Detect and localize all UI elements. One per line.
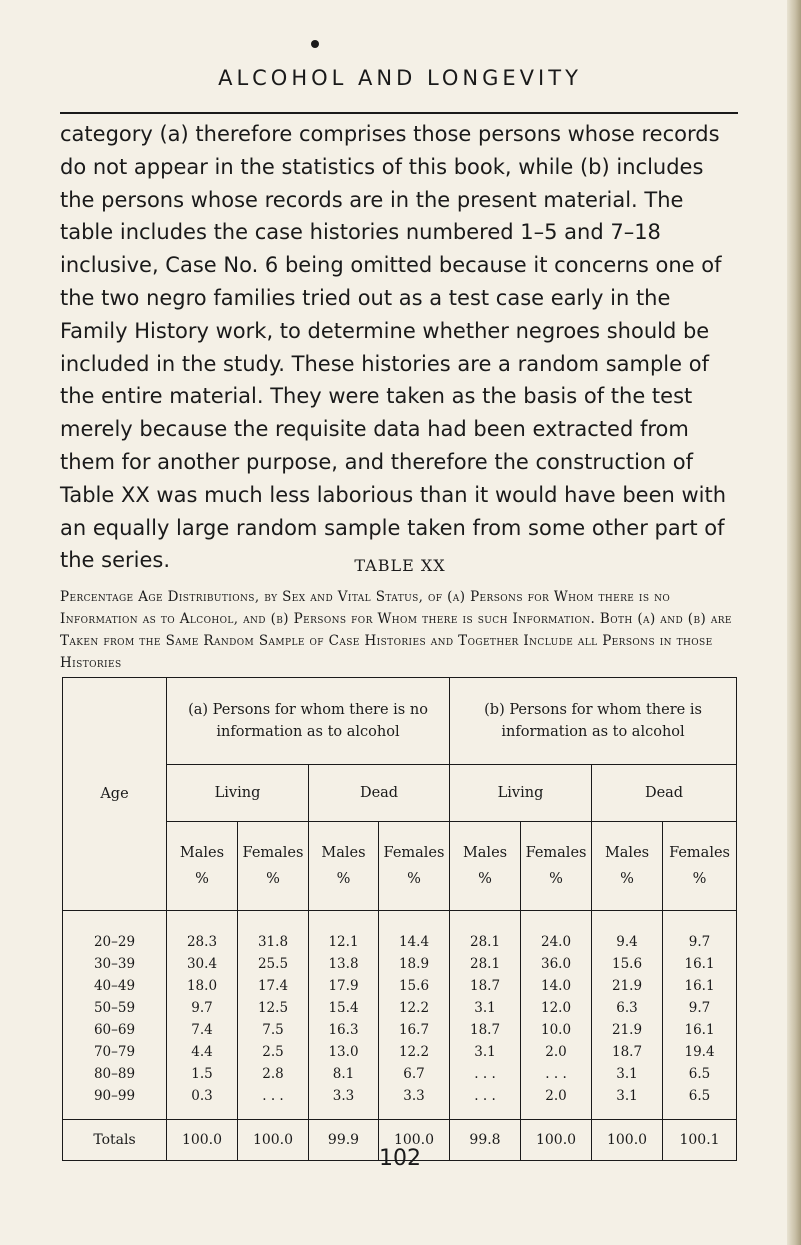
- males-header: [167, 822, 238, 911]
- value-cell: 2.0: [521, 1085, 592, 1120]
- table-row: [63, 953, 737, 975]
- value-cell: 13.0: [309, 1041, 379, 1063]
- table-label: TABLE XX: [354, 556, 446, 575]
- age-header: Age: [63, 678, 167, 911]
- value-cell: 3.1: [450, 1041, 521, 1063]
- value-cell: 6.5: [663, 1085, 737, 1120]
- females-header: [521, 822, 592, 911]
- sex-label: Females: [242, 845, 304, 861]
- totals-label: Totals: [63, 1120, 167, 1161]
- females-header: [238, 822, 309, 911]
- table-body: [63, 911, 737, 1120]
- value-cell: 16.3: [309, 1019, 379, 1041]
- value-cell: 7.4: [167, 1019, 238, 1041]
- value-cell: 6.5: [663, 1063, 737, 1085]
- percent-label: %: [478, 871, 492, 887]
- value-cell: 13.8: [309, 953, 379, 975]
- total-cell: 99.8: [450, 1120, 521, 1161]
- value-cell: . . .: [521, 1063, 592, 1085]
- value-cell: 9.4: [592, 911, 663, 954]
- males-header: [450, 822, 521, 911]
- value-cell: 3.1: [450, 997, 521, 1019]
- table-row: [63, 911, 737, 954]
- age-cell: 30–39: [63, 953, 167, 975]
- group-b-header: (b) Persons for whom there is information as to alcohol: [450, 678, 737, 765]
- age-cell: 40–49: [63, 975, 167, 997]
- value-cell: 18.7: [450, 1019, 521, 1041]
- value-cell: 12.2: [379, 1041, 450, 1063]
- value-cell: . . .: [450, 1085, 521, 1120]
- a-dead-header: Dead: [309, 765, 450, 822]
- age-cell: 90–99: [63, 1085, 167, 1120]
- value-cell: 16.1: [663, 1019, 737, 1041]
- total-cell: 100.0: [521, 1120, 592, 1161]
- value-cell: 3.1: [592, 1085, 663, 1120]
- total-cell: 100.1: [663, 1120, 737, 1161]
- value-cell: 15.4: [309, 997, 379, 1019]
- total-cell: 99.9: [309, 1120, 379, 1161]
- value-cell: 24.0: [521, 911, 592, 954]
- sex-label: Males: [179, 845, 225, 861]
- value-cell: 1.5: [167, 1063, 238, 1085]
- value-cell: 3.3: [309, 1085, 379, 1120]
- value-cell: 12.0: [521, 997, 592, 1019]
- a-living-header: Living: [167, 765, 309, 822]
- b-dead-header: Dead: [592, 765, 737, 822]
- value-cell: 10.0: [521, 1019, 592, 1041]
- table-row: [63, 1041, 737, 1063]
- value-cell: 18.7: [592, 1041, 663, 1063]
- value-cell: 28.3: [167, 911, 238, 954]
- value-cell: 18.7: [450, 975, 521, 997]
- value-cell: 12.1: [309, 911, 379, 954]
- value-cell: 9.7: [167, 997, 238, 1019]
- sex-label: Males: [321, 845, 366, 861]
- bullet-mark: [311, 40, 319, 48]
- table-row: [63, 997, 737, 1019]
- value-cell: 21.9: [592, 975, 663, 997]
- value-cell: 7.5: [238, 1019, 309, 1041]
- value-cell: 2.0: [521, 1041, 592, 1063]
- value-cell: 2.5: [238, 1041, 309, 1063]
- total-cell: 100.0: [592, 1120, 663, 1161]
- value-cell: 25.5: [238, 953, 309, 975]
- value-cell: 0.3: [167, 1085, 238, 1120]
- total-cell: 100.0: [379, 1120, 450, 1161]
- percent-label: %: [266, 871, 280, 887]
- females-header: [663, 822, 737, 911]
- value-cell: 15.6: [379, 975, 450, 997]
- age-cell: 70–79: [63, 1041, 167, 1063]
- value-cell: 12.2: [379, 997, 450, 1019]
- total-cell: 100.0: [167, 1120, 238, 1161]
- table-row: [63, 1019, 737, 1041]
- age-cell: 20–29: [63, 911, 167, 954]
- value-cell: 3.3: [379, 1085, 450, 1120]
- percent-label: %: [336, 871, 351, 887]
- value-cell: 6.7: [379, 1063, 450, 1085]
- value-cell: 16.1: [663, 953, 737, 975]
- group-a-header: (a) Persons for whom there is no information as to alcohol: [167, 678, 450, 765]
- value-cell: 17.4: [238, 975, 309, 997]
- sex-label: Males: [604, 845, 650, 861]
- value-cell: 17.9: [309, 975, 379, 997]
- value-cell: 31.8: [238, 911, 309, 954]
- value-cell: 19.4: [663, 1041, 737, 1063]
- percent-label: %: [692, 871, 707, 887]
- value-cell: 14.0: [521, 975, 592, 997]
- sex-label: Females: [383, 845, 445, 861]
- males-header: [309, 822, 379, 911]
- value-cell: 2.8: [238, 1063, 309, 1085]
- value-cell: 28.1: [450, 953, 521, 975]
- sex-label: Males: [462, 845, 508, 861]
- value-cell: 9.7: [663, 997, 737, 1019]
- age-cell: 60–69: [63, 1019, 167, 1041]
- body-paragraph: category (a) therefore comprises those persons whose records do not appear in the statistics of this book, while (b) includes the persons whose records are in the present material. The table includes the case histories numbered 1–5 and 7–18 inclusive, Case No. 6 being omitted because it concerns one of the two negro families tried out as a test case early in the Family History work, to determine whether negroes should be included in the study. These histories are a random sample of the entire material. They were taken as the basis of the test merely because the requisite data had been extracted from them for another purpose, and therefore the construction of Table XX was much less laborious than it would have been with an equally large random sample taken from some other part of the series.: [60, 122, 727, 573]
- value-cell: 16.1: [663, 975, 737, 997]
- value-cell: 9.7: [663, 911, 737, 954]
- value-cell: 36.0: [521, 953, 592, 975]
- percent-label: %: [195, 871, 209, 887]
- age-cell: 80–89: [63, 1063, 167, 1085]
- value-cell: 6.3: [592, 997, 663, 1019]
- age-cell: 50–59: [63, 997, 167, 1019]
- value-cell: . . .: [450, 1063, 521, 1085]
- page-edge: [787, 0, 801, 1245]
- value-cell: 4.4: [167, 1041, 238, 1063]
- value-cell: 12.5: [238, 997, 309, 1019]
- value-cell: 28.1: [450, 911, 521, 954]
- running-head: ALCOHOL AND LONGEVITY: [218, 66, 582, 90]
- sex-label: Females: [669, 845, 730, 861]
- value-cell: . . .: [238, 1085, 309, 1120]
- percent-label: %: [620, 871, 634, 887]
- header-rule: [60, 112, 738, 114]
- page-number: 102: [379, 1146, 421, 1171]
- table-caption: Percentage Age Distributions, by Sex and Vital Status, of (a) Persons for Whom there is no Information as to Alcohol, and (b) Persons for Whom there is such Information. Both (a) and (b) are Taken from the Same Random Sample of Case Histories and Together Include all Persons in those Histories: [60, 589, 732, 671]
- value-cell: 16.7: [379, 1019, 450, 1041]
- data-table: [62, 677, 737, 1161]
- males-header: [592, 822, 663, 911]
- value-cell: 3.1: [592, 1063, 663, 1085]
- table-row: [63, 1063, 737, 1085]
- total-cell: 100.0: [238, 1120, 309, 1161]
- value-cell: 18.0: [167, 975, 238, 997]
- value-cell: 21.9: [592, 1019, 663, 1041]
- value-cell: 15.6: [592, 953, 663, 975]
- table-row: [63, 975, 737, 997]
- females-header: [379, 822, 450, 911]
- percent-label: %: [549, 871, 563, 887]
- sex-label: Females: [525, 845, 587, 861]
- b-living-header: Living: [450, 765, 592, 822]
- value-cell: 18.9: [379, 953, 450, 975]
- value-cell: 8.1: [309, 1063, 379, 1085]
- value-cell: 14.4: [379, 911, 450, 954]
- table-row: [63, 1085, 737, 1120]
- percent-label: %: [407, 871, 421, 887]
- value-cell: 30.4: [167, 953, 238, 975]
